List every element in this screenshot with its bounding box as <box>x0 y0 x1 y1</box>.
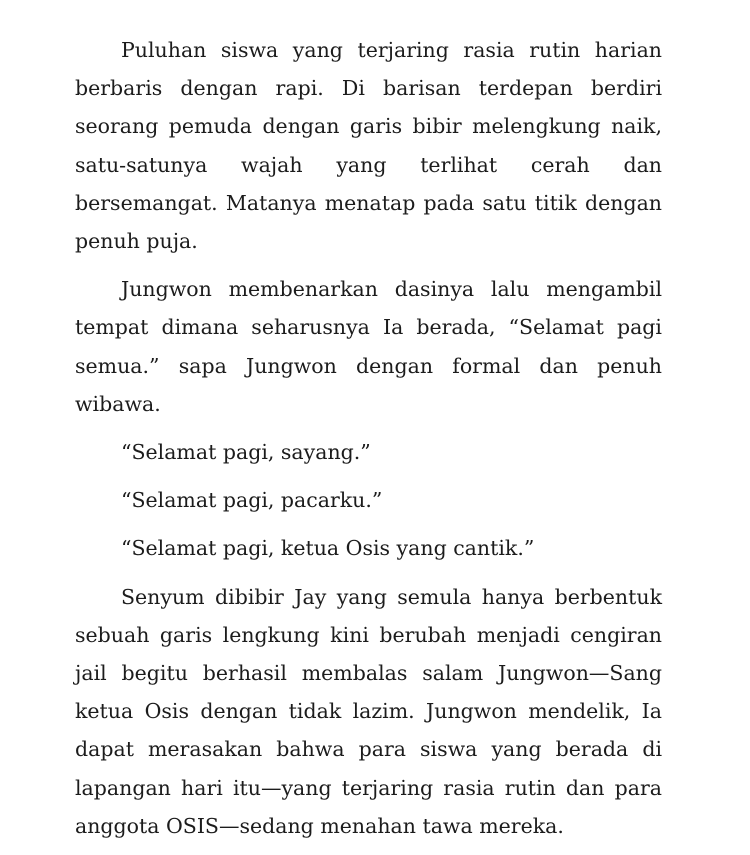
dialogue-line-sayang: “Selamat pagi, sayang.” <box>121 440 371 465</box>
paragraph-jay-smile: Senyum dibibir Jay yang semula hanya berbentuk sebuah garis lengkung kini berubah menjadi cengiran jail begitu berhasil membalas salam Jungwon—Sang ketua Osis dengan tidak lazim. Jungwon mendelik, Ia dapat merasakan bahwa para siswa yang berada di lapangan hari itu—yang terjaring rasia rutin dan para anggota OSIS—sedang menahan tawa mereka. <box>75 584 662 838</box>
dialogue-line-ketua-osis: “Selamat pagi, ketua Osis yang cantik.” <box>121 536 535 561</box>
dialogue-line-pacarku: “Selamat pagi, pacarku.” <box>121 488 383 513</box>
document-page <box>75 31 662 855</box>
paragraph-jungwon-greeting: Jungwon membenarkan dasinya lalu mengambil tempat dimana seharusnya Ia berada, “Selamat pagi semua.” sapa Jungwon dengan formal dan penuh wibawa. <box>75 277 662 416</box>
paragraph-opening: Puluhan siswa yang terjaring rasia rutin harian berbaris dengan rapi. Di barisan terdepan berdiri seorang pemuda dengan garis bibir melengkung naik, satu-satunya wajah yang terlihat cerah dan bersemangat. Matanya menatap pada satu titik dengan penuh puja. <box>75 38 662 254</box>
